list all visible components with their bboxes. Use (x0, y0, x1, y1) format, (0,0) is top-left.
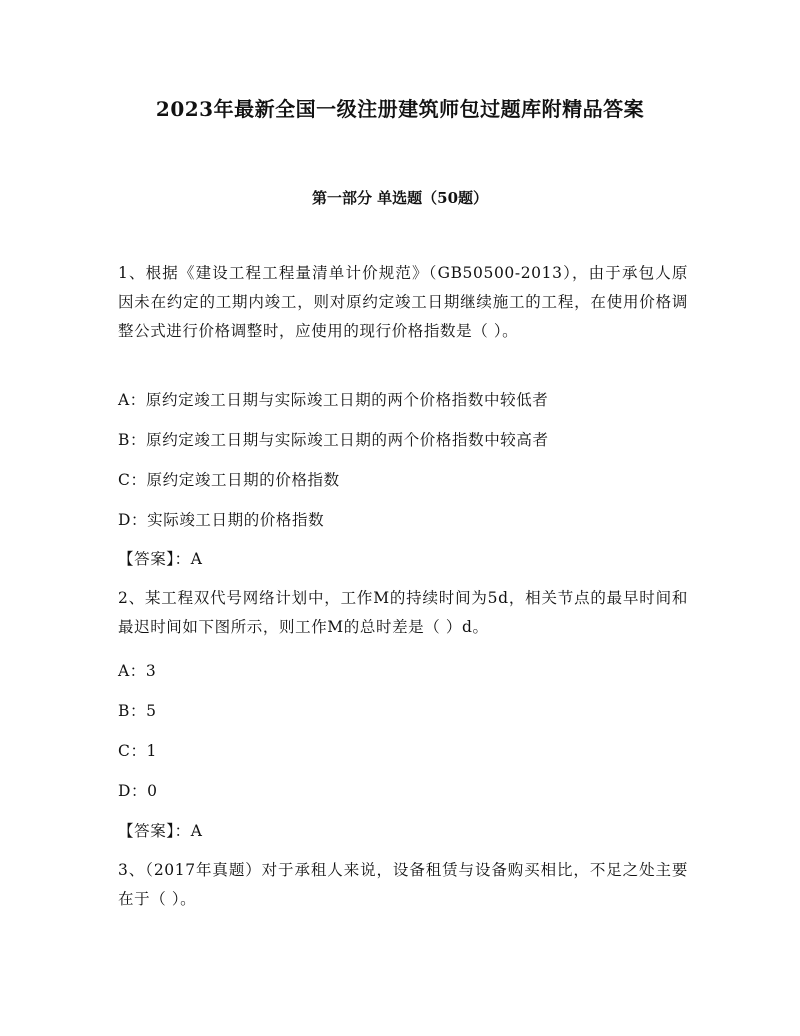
section-title: 第一部分 单选题（50题） (311, 189, 489, 207)
question-1-option-d: D：实际竣工日期的价格指数 (118, 511, 325, 529)
question-1-option-a: A：原约定竣工日期与实际竣工日期的两个价格指数中较低者 (118, 391, 549, 409)
question-2-option-a: A：3 (118, 662, 157, 680)
question-3-text: 3、（2017年真题）对于承租人来说，设备租赁与设备购买相比，不足之处主要在于（ ）。 (118, 861, 688, 908)
question-2-option-d: D：0 (118, 782, 158, 800)
question-1-option-c: C：原约定竣工日期的价格指数 (118, 471, 340, 489)
question-1-answer: 【答案】：A (118, 550, 203, 568)
question-2-answer: 【答案】：A (118, 822, 203, 840)
question-2-option-c: C：1 (118, 742, 158, 760)
question-1-option-b: B：原约定竣工日期与实际竣工日期的两个价格指数中较高者 (118, 431, 549, 449)
question-1-text: 1、根据《建设工程工程量清单计价规范》（GB50500-2013），由于承包人原因未在约定的工期内竣工，则对原约定竣工日期继续施工的工程，在使用价格调整公式进行价格调整时，应使用的现行价格指数是（ ）。 (118, 264, 688, 340)
question-2-option-b: B：5 (118, 702, 157, 720)
document-title: 2023年最新全国一级注册建筑师包过题库附精品答案 (155, 97, 645, 121)
question-2-text: 2、某工程双代号网络计划中，工作M的持续时间为5d，相关节点的最早时间和最迟时间如下图所示，则工作M的总时差是（ ）d。 (118, 589, 688, 636)
